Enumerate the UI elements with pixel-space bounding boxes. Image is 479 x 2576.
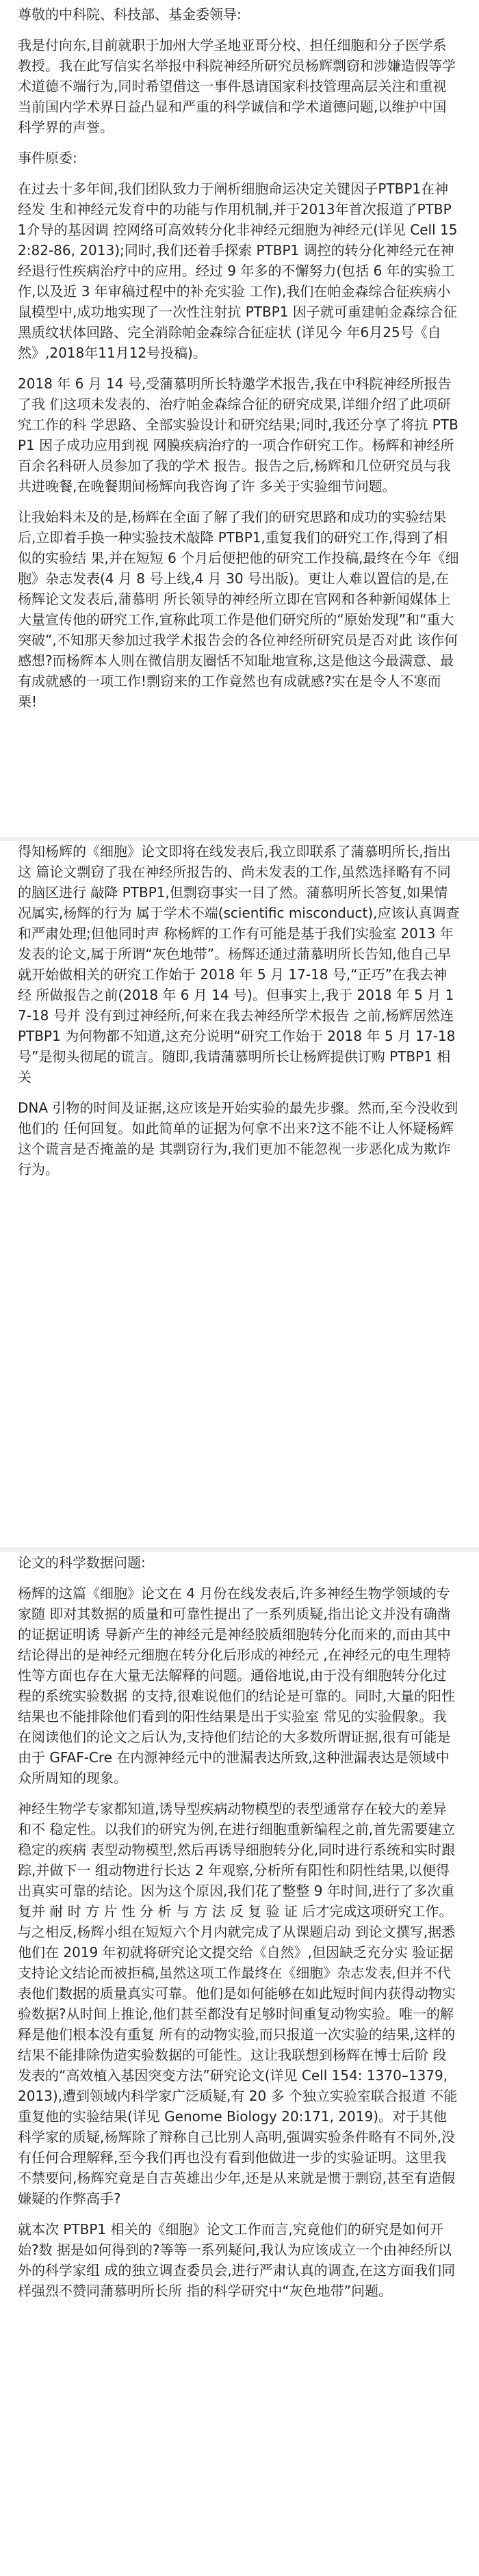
paragraph-data-3: 就本次 PTBP1 相关的《细胞》论文工作而言,究竟他们的研究是如何开始?数 据是如何得到的?等等一系列疑问,我认为应该成立一个由神经所以外的科学家组 成的独立调查委员会,进行严肃认真的调查,在这方面我们同样强烈不赞同蒲慕明所长所 指的科学研究中“灰色地带”问题。 [18,2221,456,2299]
paragraph-data-2: 神经生物学专家都知道,诱导型疾病动物模型的表型通常存在较大的差异和不 稳定性。以我们的研究为例,在进行细胞重新编程之前,首先需要建立稳定的疾病 表型动物模型,然后再诱导细胞转分化,同时进行系统和实时跟踪,并做下一 组动物进行长达 2 年观察,分析所有阳性和阴性结果,以便得出真实可靠的结论。因为这个原因,我们花了整整 9 年时间,进行了多次重复并 耐 时 方 片 性 分 析 与 方 法 反 复 验 证 后才完成这项研究工作。与之相反,杨辉小组在短短六个月内就完成了从课题启动 到论文撰写,据悉他们在 2019 年初就将研究论文提交给《自然》,但因缺乏充分实 验证据支持论文结论而被拒稿,虽然这项工作最终在《细胞》杂志发表,但并不代 表他们数据的质量真实可靠。他们是如何能够在如此短时间内获得动物实验数据?从时间上推论,他们甚至都没有足够时间重复动物实验。唯一的解释是他们根本没有重复 所有的动物实验,而只报道一次实验的结果,这样的结果不能排除伪造实验数据的可能性。这让我联想到杨辉在博士后阶 段发表的“高效植入基因突变方法”研究论文(详见 Cell 154: 1370–1379, 2013),遭到领域内科学家广泛质疑,有 20 多 个独立实验室联合报道 不能重复他的实验结果(详见 Genome Biology 20:171, 2019)。对于其他科学家的质疑,杨辉除了辩称自己比别人高明,强调实验条件略有不同外,没有任何合理解释,至今我们再也没有看到他做进一步的实验证明。这里我不禁要问,杨辉究竟是自吉英雄出少年,还是从来就是惯于剽窃,甚至有造假嫌疑的作弊高手? [18,1801,458,2207]
paragraph-contact-2: DNA 引物的时间及证据,这应该是开始实验的最先步骤。然而,至今没收到他们的 任何回复。如此简单的证据为何拿不出来?这不能不让人怀疑杨辉这个谎言是否掩盖的是 其剽窃行为,我们更加不能忽视一步恶化成为欺诈行为。 [18,1100,458,1178]
paragraph-origin-1: 在过去十多年间,我们团队致力于阐析细胞命运决定关键因子PTBP1在神经发 生和神经元发育中的功能与作用机制,并于2013年首次报道了PTBP1介导的基因调 控网络可高效转分化非神经元细胞为神经元(详见 Cell 152:82-86, 2013);同时,我们还着手探索 PTBP1 调控的转分化神经元在神经退行性疾病治疗中的应用。经过 9 年多的不懈努力(包括 6 年的实验工作,以及近 3 年审稿过程中的补充实验 工作),我们在帕金森综合征疾病小鼠模型中,成功地实现了一次性注射抗 PTBP1 因子就可重建帕金森综合征黑质纹状体回路、完全消除帕金森综合征症状 (详见今 年6月25号《自然》,2018年11月12号投稿)。 [18,181,458,361]
greeting: 尊敬的中科院、科技部、基金委领导: [18,6,242,23]
paragraph-data-1: 杨辉的这篇《细胞》论文在 4 月份在线发表后,许多神经生物学领域的专家随 即对其数据的质量和可靠性提出了一系列质疑,指出论文并没有确凿的证据证明诱 导新产生的神经元是神经胶质细胞转分化而来的,而由其中结论得出的是神经元细胞在转分化后形成的神经元 ,在神经元的电生理特性等方面也存在大量无法解释的问题。通俗地说,由于没有细胞转分化过程的系统实验数据 的支持,很难说他们的结论是可靠的。同时,大量的阳性结果也不能排除他们看到的阳性结果是出于实验室 常见的实验假象。我在阅读他们的论文之后认为,支持他们结论的大多数所谓证据,很有可能是由于 GFAF-Cre 在内源神经元中的泄漏表达所致,这种泄漏表达是领域中 众所周知的现象。 [18,1585,456,1786]
section-divider [0,1547,479,1552]
intro-paragraph: 我是付向东,目前就职于加州大学圣地亚哥分校、担任细胞和分子医学系教授。我在此写信实名举报中科院神经所研究员杨辉剽窃和涉嫌造假等学术道德不端行为,同时希望借这一事件恳请国家科技管理高层关注和重视当前国内学术界日益凸显和严重的科学诚信和学术道德问题,以维护中国科学界的声誉。 [18,37,456,135]
paragraph-contact-1: 得知杨辉的《细胞》论文即将在线发表后,我立即联系了蒲慕明所长,指出这 篇论文剽窃了我在神经所报告的、尚未发表的工作,虽然选择略有不同的脑区进行 敲降 PTBP1,但剽窃事实一目了然。蒲慕明所长答复,如果情况属实,杨辉的行为 属于学术不端(scientific misconduct),应该认真调查和严肃处理;但他同时声 称杨辉的工作有可能是基于我们实验室 2013 年发表的论文,属于所谓“灰色地带”。杨辉还通过蒲慕明所长告知,他自己早就开始做相关的研究工作始于 2018 年 5 月 17-18 号,“正巧”在我去神经 所做报告之前(2018 年 6 月 14 号)。但事实上,我于 2018 年 5 月 17-18 号并 没有到过神经所,何来在我去神经所学术报告 之前,杨辉居然连 PTBP1 为何物都不知道,这充分说明“研究工作始于 2018 年 5 月 17-18 号”是彻头彻尾的谎言。随即,我请蒲慕明所长让杨辉提供订购 PTBP1 相关 [18,843,460,1085]
paragraph-origin-2: 2018 年 6 月 14 号,受蒲慕明所长特邀学术报告,我在中科院神经所报告了我 们这项未发表的、治疗帕金森综合征的研究成果,详细介绍了此项研究工作的科 学思路、全部实验设计和研究结果;同时,我还分享了将抗 PTBP1 因子成功应用到视 网膜疾病治疗的一项合作研究工作。杨辉和神经所百余名科研人员参加了我的学术 报告。报告之后,杨辉和几位研究员与我共进晚餐,在晚餐期间杨辉向我咨询了许 多关于实验细节问题。 [18,375,458,494]
letter-section-intro [0,4,479,765]
heading-data-issues: 论文的科学数据问题: [18,1554,146,1571]
letter-section-data [0,1552,479,2576]
heading-origin: 事件原委: [18,150,77,166]
paragraph-origin-3: 让我始料未及的是,杨辉在全面了解了我们的研究思路和成功的实验结果后,立即着手换一种实验技术敲降 PTBP1,重复我们的研究工作,得到了相似的实验结 果,并在短短 6 个月后便把他的研究工作投稿,最终在今年《细胞》杂志发表(4 月 8 号上线,4 月 30 号出版)。更让人难以置信的是,在杨辉论文发表后,蒲慕明 所长领导的神经所立即在官网和各种新闻媒体上大量宣传他的研究工作,宣称此项工作是他们研究所的“原始发现”和“重大突破”,不知那天参加过我学术报告会的各位神经所研究员是否对此 该作何感想?而杨辉本人则在微信朋友圈恬不知耻地宣称,这是他这今最满意、最 有成就感的一项工作!剽窃来的工作竟然也有成就感?实在是令人不寒而栗! [18,509,459,710]
